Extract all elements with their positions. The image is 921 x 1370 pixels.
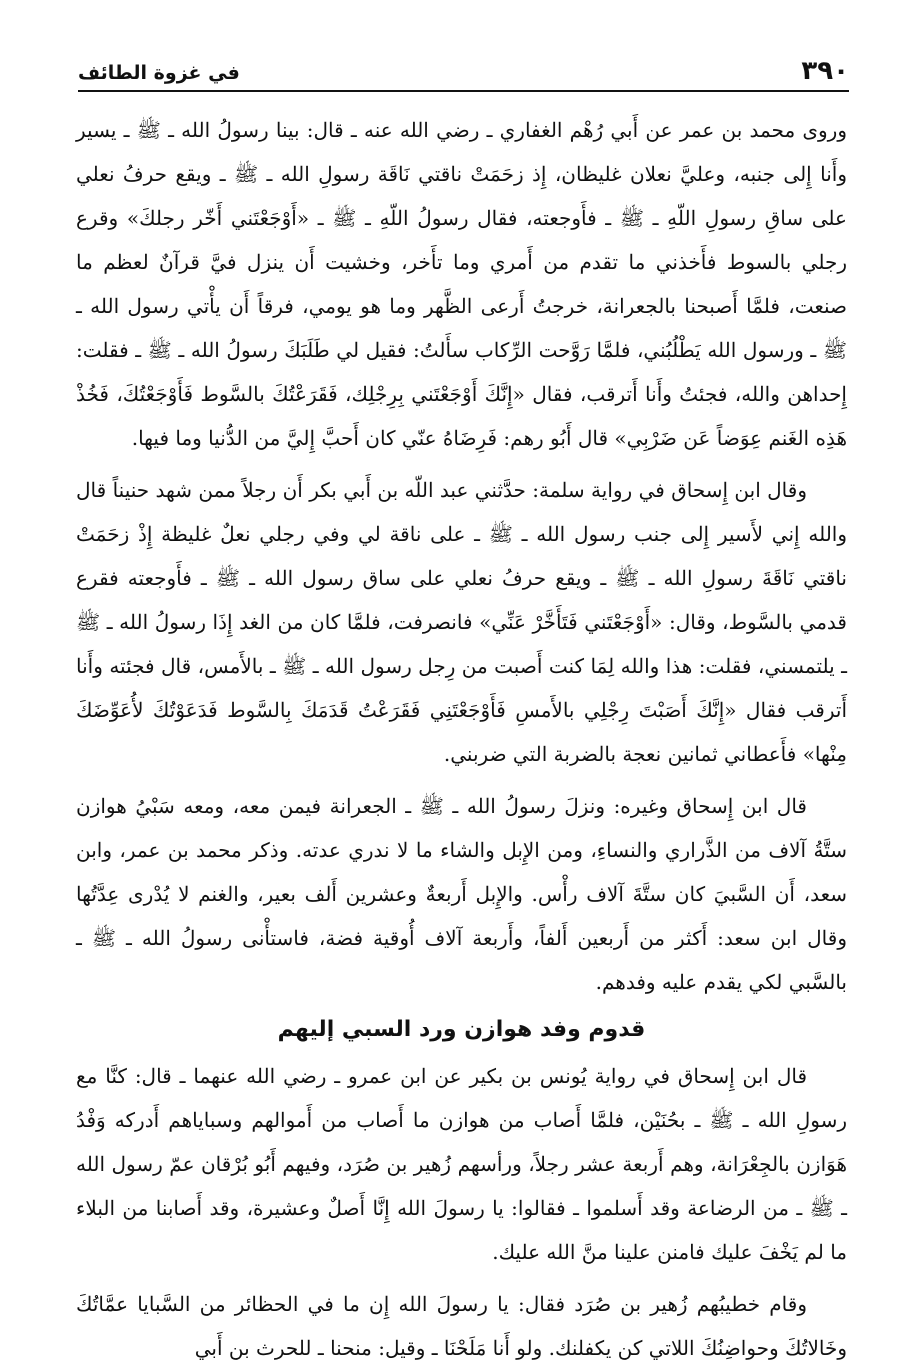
page-number: ٣٩٠: [801, 56, 849, 86]
page-body: [76, 108, 847, 1370]
paragraph-abu-ruhm: وروى محمد بن عمر عن أَبي رُهْم الغفاري ـ رضي الله عنه ـ قال: بينا رسولُ الله ـ ﷺ ـ يسير وأَنا إِلى جنبه، وعليَّ نعلان غليظان، إِذ زحَمَتْ ناقتي نَاقَة رسولِ الله ـ ﷺ ـ ويقع حرفُ نعلي على ساقِ رسولِ اللّهِ ـ ﷺ ـ فأَوجعته، فقال رسولُ اللّهِ ـ ﷺ ـ «أَوْجَعْتَني أَخّر رجلكَ» وقرع رجلي بالسوط فأَخذني ما تقدم من أَمري وما تأَخر، وخشيت أَن ينزل فيَّ قرآنٌ لعظم ما صنعت، فلمَّا أَصبحنا بالجعرانة، خرجتُ أَرعى الظَّهر وما هو يومي، فرقاً أَن يأْتي رسول الله ـ ﷺ ـ ورسول الله يَطْلُبُني، فلمَّا رَوَّحت الرِّكاب سأَلتُ: فقيل لي طَلَبَكَ رسولُ الله ـ ﷺ ـ فقلت: إِحداهن والله، فجئتُ وأَنا أَترقب، فقال «إِنَّكَ أَوْجَعْتَني بِرِجْلِك، فَقَرَعْتُكَ بالسَّوط فَأَوْجَعْتُكَ، فَخُذْ هَذِه الغَنم عِوَضاً عَن ضَرْبِي» قال أَبُو رهم: فَرِضَاهُ عنّي كان أَحبَّ إِليَّ من الدُّنيا وما فيها.: [76, 118, 847, 450]
paragraph-zuhair-speech: وقام خطيبُهم زُهير بن صُرَد فقال: يا رسولَ الله إِن ما في الحظائر من السَّبايا عمَّاتُكَ وخَالاتُكَ وحواضِنُكَ اللاتي كن يكفلنك. ولو أَنا مَلَحْنَا ـ وقيل: منحنا ـ للحرث بن أَبي: [76, 1292, 847, 1360]
paragraph-hawazin-captives: قال ابن إِسحاق وغيره: ونزلَ رسولُ الله ـ ﷺ ـ الجعرانة فيمن معه، ومعه سَبْيُ هوازن ستَّةُ آلاف من الذَّراري والنساءِ، ومن الإِبل والشاء ما لا ندري عدته. وذكر محمد بن عمر، وابن سعد، أَن السَّبيَ كان ستَّةَ آلاف رأْس. والإِبل أَربعةٌ وعشرين أَلف بعير، والغنم لا يُدْرى عِدَّتُها وقال ابن سعد: أَكثر من أَربعين أَلفاً، وأَربعة آلاف أُوقية فضة، فاستأْنى رسولُ الله ـ ﷺ ـ بالسَّبي لكي يقدم عليه وفدهم.: [76, 794, 847, 994]
running-header: [78, 48, 849, 92]
paragraph-ibn-ishaq-salama: وقال ابن إِسحاق في رواية سلمة: حدَّثني عبد اللّه بن أَبي بكر أَن رجلاً ممن شهد حنيناً قال والله إِني لأَسير إِلى جنب رسول الله ـ ﷺ ـ على ناقة لي وفي رجلي نعلٌ غليظة إِذْ زحَمَتْ ناقتي نَاقَةَ رسولِ الله ـ ﷺ ـ ويقع حرفُ نعلي على ساق رسول الله ـ ﷺ ـ فأَوجعته فقرع قدمي بالسَّوط، وقال: «أَوْجَعْتَني فَتَأَخَّرْ عَنِّي» فانصرفت، فلمَّا كان من الغد إِذَا رسولُ الله ـ ﷺ ـ يلتمسني، فقلت: هذا والله لِمَا كنت أَصبت من رِجل رسول الله ـ ﷺ ـ بالأَمس، قال فجئته وأَنا أَترقب فقال «إِنَّكَ أَصَبْتَ رِجْلِي بالأَمسِ فَأَوْجَعْتَنِي فَقَرَعْتُ قَدَمَكَ بِالسَّوط فَدَعَوْتُكَ لأُعَوِّضَكَ مِنْها» فأَعطاني ثمانين نعجة بالضربة التي ضربني.: [76, 478, 848, 766]
section-heading: قدوم وفد هوازن ورد السبي إليهم: [277, 1017, 646, 1042]
running-title: في غزوة الطائف: [78, 62, 240, 84]
paragraph-hawazin-delegation: قال ابن إِسحاق في رواية يُونس بن بكير عن ابن عمرو ـ رضي الله عنهما ـ قال: كنَّا مع رسولِ الله ـ ﷺ ـ بحُنَيْن، فلمَّا أَصاب من هوازن ما أَصاب من أَموالهم وسباياهم أَدركه وَفْدُ هَوَازن بالجِعْرَانة، وهم أَربعة عشر رجلاً، ورأسهم زُهير بن صُرَد، وفيهم أَبُو بُرْقان عمّ رسول الله ـ ﷺ ـ من الرضاعة وقد أَسلموا ـ فقالوا: يا رسولَ الله إِنَّا أَصلٌ وعشيرة، وقد أَصابنا من البلاء ما لم يَخْفَ عليك فامنن علينا منَّ الله عليك.: [76, 1064, 848, 1264]
